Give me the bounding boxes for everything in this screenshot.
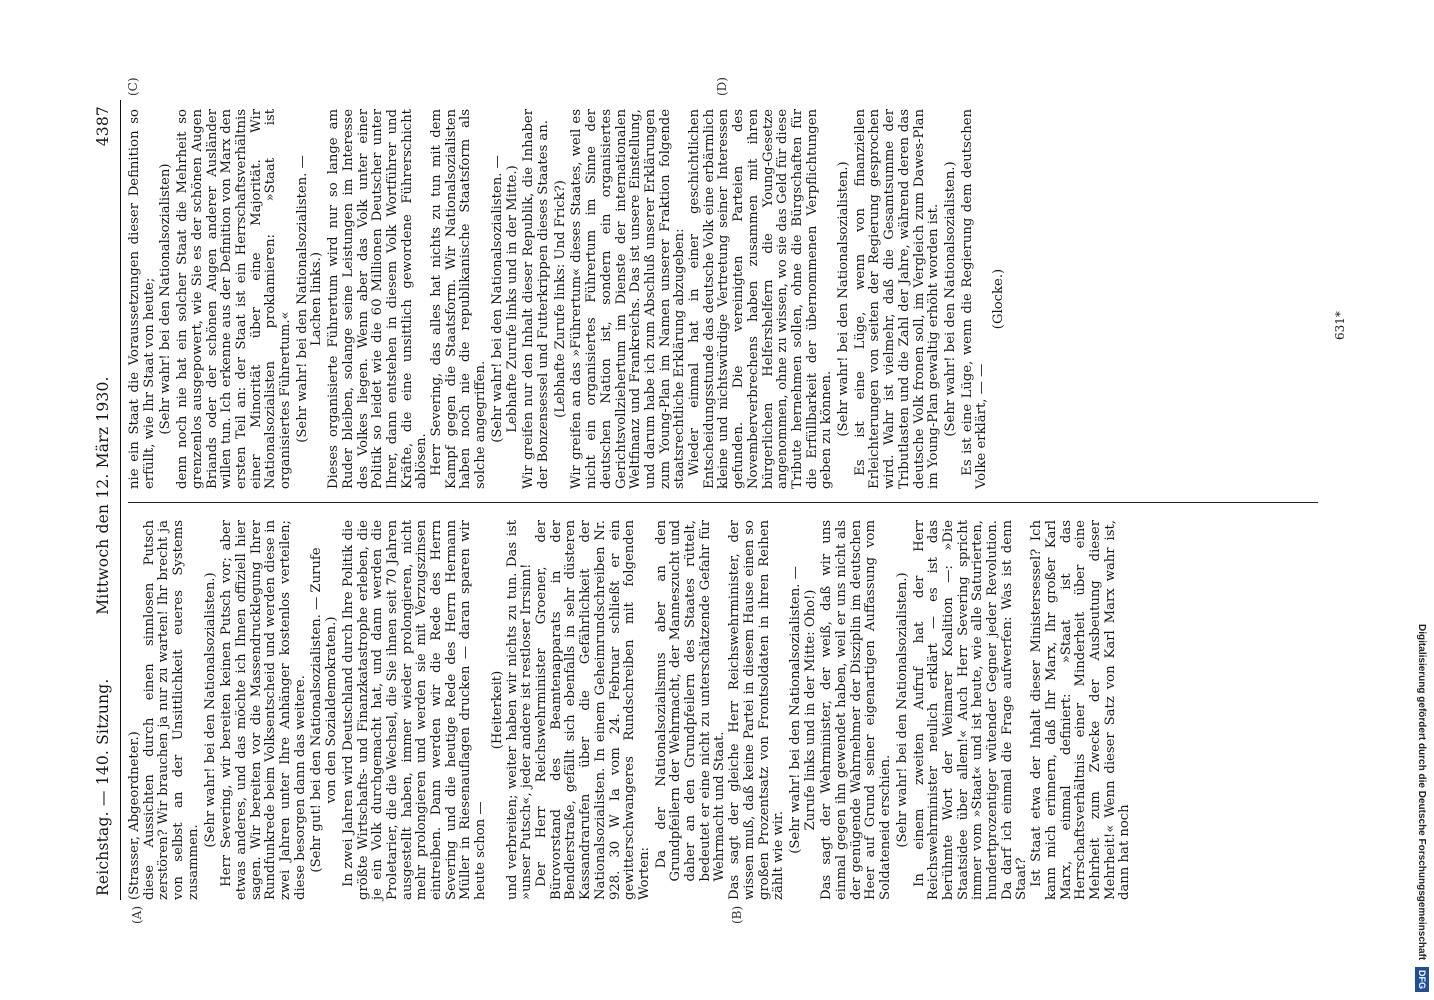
paragraph: nie ein Staat die Voraussetzungen dieser Definition so erfüllt, wie Ihr Staat von heute; [127, 109, 157, 489]
interjection: (Sehr wahr! bei den Nationalsozialisten. — Lebhafte Zurufe links und in der Mitte.) [489, 155, 520, 443]
paragraph: Wir greifen nur den Inhalt dieser Republik, die Inhaber der Bonzensessel und Futterkrippen dieses Staates an. [521, 109, 551, 489]
dfg-logo: DFG [1415, 967, 1429, 992]
paragraph: In zwei Jahren wird Deutschland durch Ihre Politik die größte Wirtschafts- und Finanzkatastrophe erleben, die je ein Volk durchgemacht hat, und dann werden die Proletarier, die die Wechsel, die Sie ihnen seit 70 Jahren ausgestellt haben, immer wieder prolongieren, nicht mehr prolongieren und werden sie mit Verzugszinsen eintreiben. Dann werden wir die Rede des Herrn Severing und die heutige Rede des Herrn Hermann Müller in Riesenauflagen drucken — daran sparen wir heute schon — [340, 520, 489, 900]
page-number: 4387 [94, 106, 112, 147]
interjection: (Sehr wahr! bei den Nationalsozialisten. — Lachen links.) [294, 155, 325, 443]
paragraph: Das sagt der gleiche Herr Reichswehrminister, der wissen muß, daß keine Partei in diesem Hause einen so großen Prozentsatz von Frontsoldaten in ihren Reihen zählt wie wir. [727, 520, 787, 900]
paragraph: Herr Severing, wir bereiten keinen Putsch vor; aber etwas anderes, und das möchte ich Ihnen offiziell hier sagen. Wir bereiten vor die Massendrucklegung Ihrer Rundfunkrede beim Volksentscheid und werden diese in zwei Jahren unter Ihre Anhänger kostenlos verteilen; diese besorgen dann das weitere. [219, 520, 308, 900]
paragraph: diese Aussichten durch einen sinnlosen Putsch zerstören? Wir brauchen ja nur zu warten! Ihr brecht ja von selbst an der Unsittlichkeit eueres Systems zusammen. [141, 520, 201, 900]
paragraph: Ist Staat etwa der Inhalt dieser Ministersessel? Ich kann mich erinnern, daß Ihr Marx, Ihr großer Karl Marx, einmal definiert: »Staat ist das Herrschaftsverhältnis einer Minderheit über eine Mehrheit zum Zwecke der Ausbeutung dieser Mehrheit!« Wenn dieser Satz von Karl Marx wahr ist, dann hat noch [1029, 520, 1133, 900]
signature-mark: 631* [1333, 311, 1347, 340]
speaker-label: (Strasser, Abgeordneter.) [127, 731, 142, 900]
running-header [92, 100, 118, 900]
margin-marker-d: (D) [715, 77, 729, 96]
interjection: (Glocke.) [991, 268, 1007, 330]
paragraph: denn noch nie hat ein solcher Staat die Mehrheit so grenzenlos ausgepowert, wie Sie es der schönen Augen Briands oder der schönen Augen anderer Ausländer willen tun. Ich erkenne aus der Definition von Marx den ersten Teil an: der Staat ist ein Herrschaftsverhältnis einer Minorität über eine Majorität. Wir Nationalsozialisten proklamieren: »Staat ist organisiertes Führertum.« [175, 109, 294, 489]
header-left: Reichstag. — 140. Sitzung. [94, 678, 112, 896]
margin-marker-b: (B) [730, 905, 744, 924]
column-left [128, 520, 1133, 900]
margin-marker-c: (C) [126, 77, 140, 96]
paragraph: Es ist eine Lüge, wenn die Regierung dem deutschen Volke erklärt, — — [959, 109, 990, 489]
column-right [128, 109, 1007, 489]
paragraph: Herr Severing, das alles hat nichts zu tun mit dem Kampf gegen die Staatsform. Wir Nationalsozialisten haben noch nie die republikanische Staatsform als solche angegriffen. [429, 109, 489, 489]
interjection: (Sehr gut! bei den Nationalsozialisten. — Zurufe von den Sozialdemokraten.) [309, 547, 340, 873]
header-right [96, 106, 111, 615]
rotated-page-content [90, 77, 1400, 924]
dfg-credit [1414, 6, 1430, 992]
column-divider [128, 502, 1318, 503]
interjection: (Sehr wahr! bei den Nationalsozialisten.) [894, 572, 910, 848]
paragraph: In einem zweiten Aufruf hat der Herr Reichswehrminister neulich erklärt — es ist das berühmte Wort der Weimarer Koalition —: »Die Staatsidee über allem!« Auch Herr Severing spricht immer vom »Staat« und ist heute, wie alle Saturierten, hundertprozentiger wütender Gegner jeder Revolution. Da darf ich einmal die Frage aufwerfen: Was ist denn Staat? [911, 520, 1030, 900]
dfg-credit-text: Digitalisierung gefördert durch die Deutsche Forschungsgemeinschaft [1416, 624, 1427, 961]
interjection: (Lebhafte Zurufe links: Und Frick?) [552, 180, 568, 418]
paragraph: Dieses organisierte Führertum wird nur so lange am Ruder bleiben, solange seine Leistungen im Interesse des Volkes liegen. Wenn aber das Volk unter einer Politik so leidet wie die 60 Millionen Deutscher unter Ihrer, dann entstehen in diesem Volk Wortführer und Kräfte, die eine unsittlich gewordene Führerschicht ablösen. [326, 109, 430, 489]
interjection: (Sehr wahr! bei den Nationalsozialisten.) [202, 572, 218, 848]
paragraph: Es ist eine Lüge, wenn von finanziellen Erleichterungen von seiten der Regierung gesprochen wird. Wahr ist vielmehr, daß die Gesamtsumme der Tributlasten und die Zahl der Jahre, während deren das deutsche Volk fronen soll, im Vergleich zum Dawes-Plan im Young-Plan gewaltig erhöht worden ist. [852, 109, 942, 489]
margin-marker-a: (A) [130, 905, 144, 924]
paragraph: Der Herr Reichswehrminister Groener, der Bürovorstand des Beamtenapparats in der Bendlerstraße, gefällt sich ebenfalls in sehr düsteren Kassandrarufen über die Gefährlichkeit der Nationalsozialisten. In einem Geheimrundschreiben Nr. 928. 30 W Ia vom 24. Februar schließt er ein gewitterschwangeres Rundschreiben mit folgenden Worten: [533, 520, 652, 900]
interjection: (Sehr wahr! bei den Nationalsozialisten.) [836, 161, 852, 437]
interjection: (Heiterkeit) [489, 670, 505, 750]
paragraph: und verbreiten; weiter haben wir nichts zu tun. Das ist »unser Putsch«, jeder andere ist restloser Irrsinn! [504, 520, 535, 900]
header-rule [120, 100, 121, 900]
paragraph: Das sagt der Wehrminister, der weiß, daß wir uns einmal gegen ihn gewendet haben, weil er uns nicht als der genügende Wahrnehmer der Disziplin im deutschen Heer auf Grund seiner eigenartigen Auffassung vom Soldateneid erschien. [819, 520, 894, 900]
interjection: (Sehr wahr! bei den Nationalsozialisten. — Zurufe links und in der Mitte: Oho!) [787, 566, 818, 854]
interjection: (Sehr wahr! bei den Nationalsozialisten.) [942, 161, 958, 437]
interjection: (Sehr wahr! bei den Nationalsozialisten) [158, 163, 174, 435]
paragraph: Wieder einmal hat in einer geschichtlichen Entscheidungsstunde das deutsche Volk eine erbärmlich kleine und nichtswürdige Vertretung seiner Interessen gefunden. Die vereinigten Parteien des Novemberverbrechens haben zusammen mit ihren bürgerlichen Helfershelfern die Young-Gesetze angenommen, ohne zu wissen, wo sie das Geld für diese Tribute hernehmen sollen, ohne die Bürgschaften für die Erfüllbarkeit der übernommenen Verpflichtungen geben zu können. [687, 109, 835, 489]
paragraph: Wir greifen an das »Führertum« dieses Staates, weil es nicht ein organisiertes Führertum im Sinne der deutschen Nation ist, sondern ein organisiertes Gerichtsvollziehertum im Dienste der internationalen Weltfinanz und Frankreichs. Das ist unsere Einstellung, und darum habe ich zum Abschluß unserer Erklärungen zum Young-Plan im Namen unserer Fraktion folgende staatsrechtliche Erklärung abzugeben: [569, 109, 688, 489]
quotation: Da der Nationalsozialismus aber an den Grundpfeilern der Wehrmacht, der Manneszucht und daher an den Grundpfeilern des Staates rüttelt, bedeutet er eine nicht zu unterschätzende Gefahr für Wehrmacht und Staat. [653, 520, 728, 882]
header-date: Mittwoch den 12. März 1930. [94, 376, 112, 615]
